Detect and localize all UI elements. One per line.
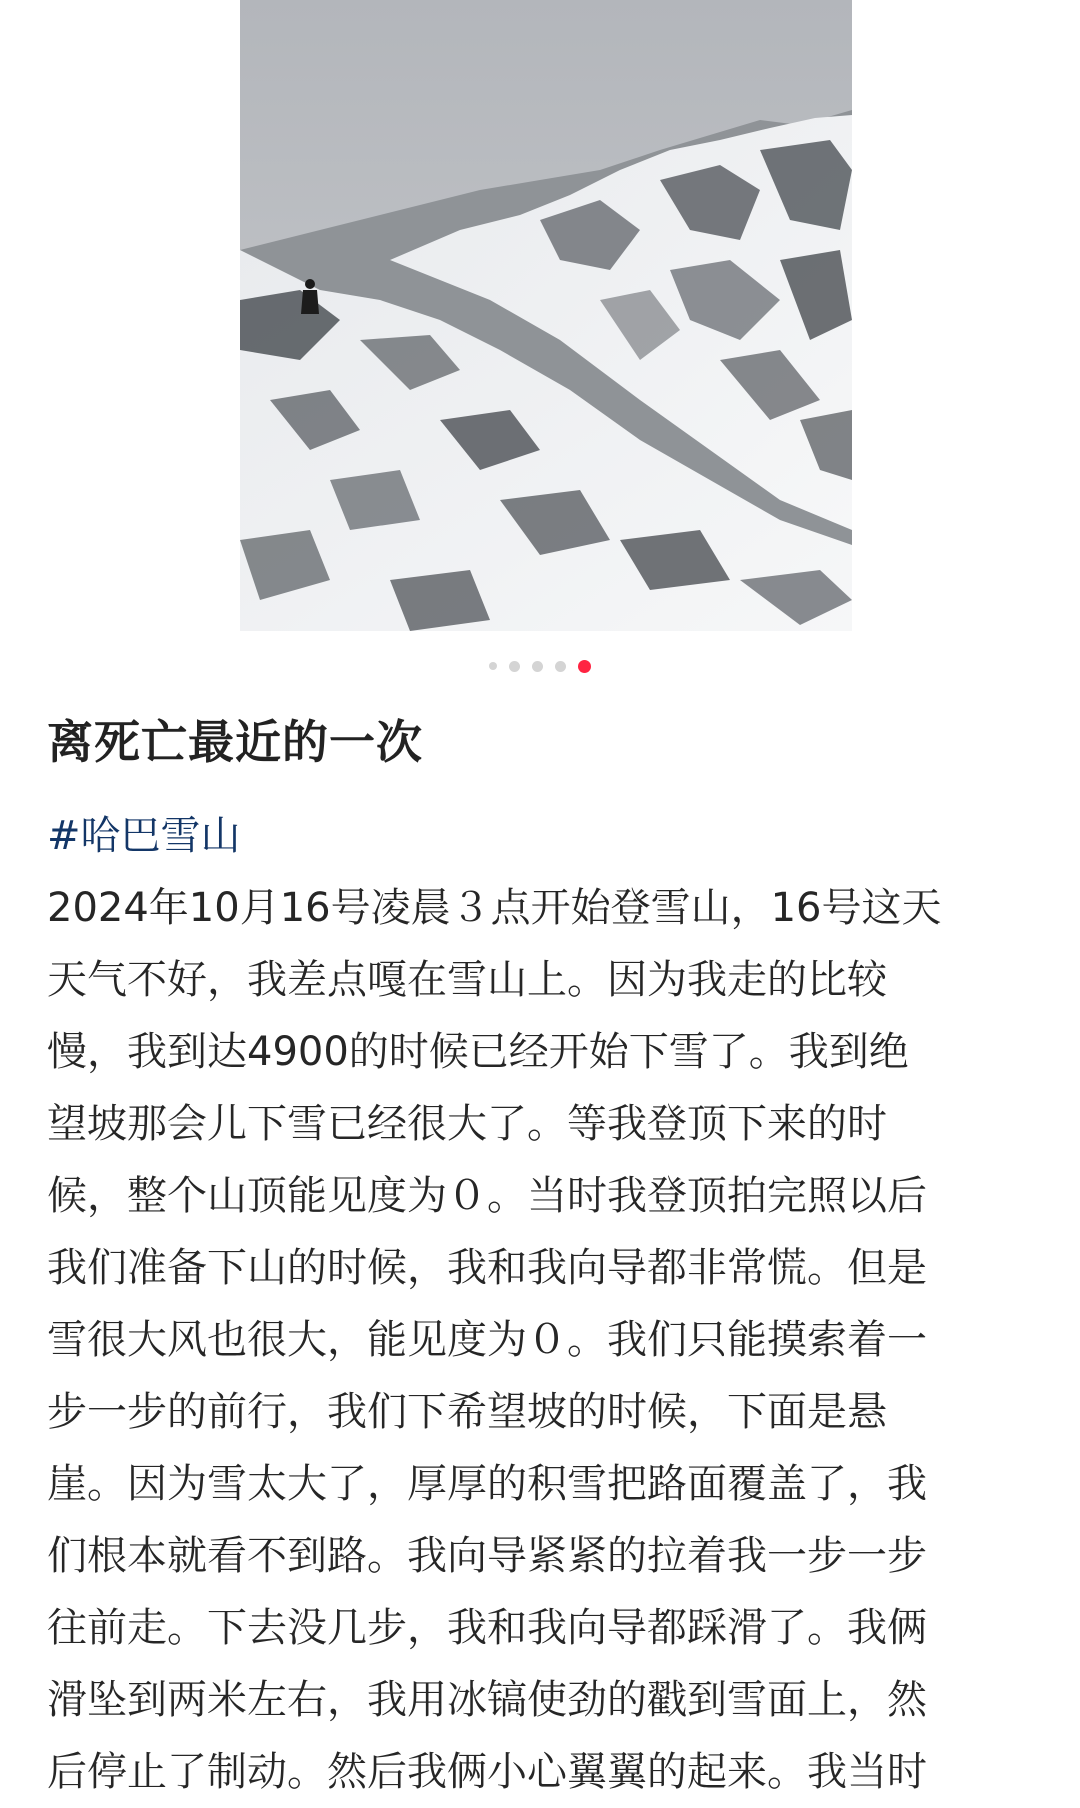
carousel-image[interactable]: [240, 0, 852, 631]
mountain-photo: [240, 0, 852, 631]
body-line: 步一步的前行，我们下希望坡的时候，下面是悬: [47, 1389, 887, 1435]
pager-dot-active[interactable]: [578, 660, 591, 673]
body-line: 滑坠到两米左右，我用冰镐使劲的戳到雪面上，然: [47, 1677, 927, 1723]
body-line: 崖。因为雪太大了，厚厚的积雪把路面覆盖了，我: [47, 1461, 927, 1507]
body-line: 2024年10月16号凌晨３点开始登雪山，16号这天: [47, 885, 942, 931]
pager-dot[interactable]: [489, 662, 497, 670]
pager-dot[interactable]: [509, 661, 520, 672]
body-line: 候，整个山顶能见度为０。当时我登顶拍完照以后: [47, 1173, 927, 1219]
body-line: 我们准备下山的时候，我和我向导都非常慌。但是: [47, 1245, 927, 1291]
hashtag-link[interactable]: #哈巴雪山: [47, 813, 241, 859]
body-line: 慢，我到达4900的时候已经开始下雪了。我到绝: [47, 1029, 909, 1075]
body-line: 天气不好，我差点嘎在雪山上。因为我走的比较: [47, 957, 887, 1003]
body-line: 们根本就看不到路。我向导紧紧的拉着我一步一步: [47, 1533, 927, 1579]
pager-dot[interactable]: [555, 661, 566, 672]
carousel-pager[interactable]: [0, 659, 1080, 673]
note-content: [47, 800, 1037, 1808]
body-line: 望坡那会儿下雪已经很大了。等我登顶下来的时: [47, 1101, 887, 1147]
note-title: 离死亡最近的一次: [47, 715, 423, 769]
body-line: 往前走。下去没几步，我和我向导都踩滑了。我俩: [47, 1605, 927, 1651]
body-line: 后停止了制动。然后我俩小心翼翼的起来。我当时: [47, 1749, 927, 1795]
body-line: 雪很大风也很大，能见度为０。我们只能摸索着一: [47, 1317, 927, 1363]
pager-dot[interactable]: [532, 661, 543, 672]
